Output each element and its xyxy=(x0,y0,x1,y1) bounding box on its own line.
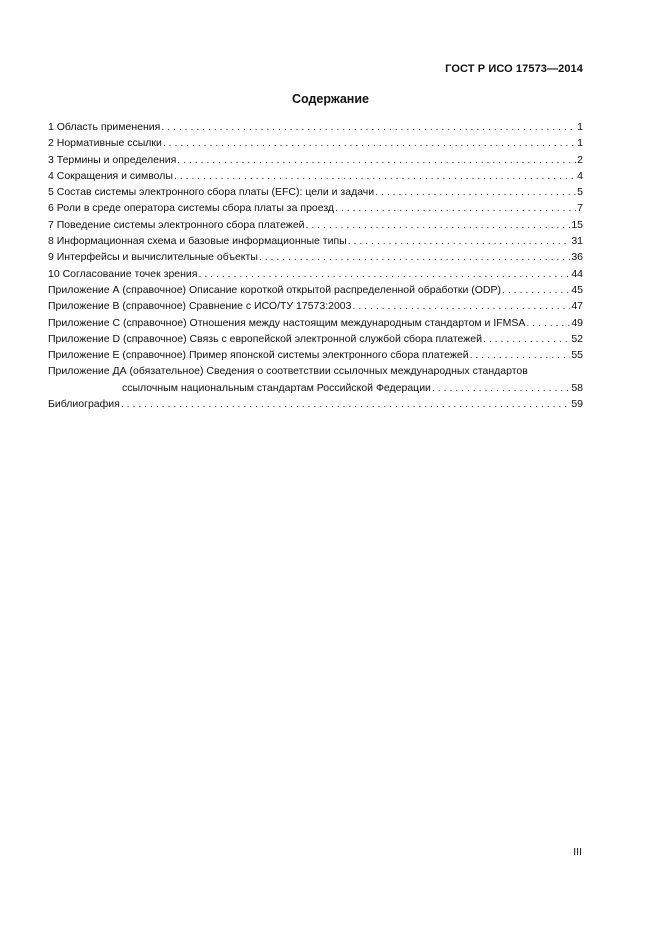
toc-leader-dots xyxy=(174,168,576,184)
toc-entry-label: 1 Область применения xyxy=(48,121,161,133)
toc-entry-page: 1 xyxy=(577,137,583,150)
toc-leader-dots xyxy=(483,331,570,347)
page-number: III xyxy=(573,846,582,858)
toc-entry[interactable] xyxy=(48,233,583,249)
document-code: ГОСТ Р ИСО 17573—2014 xyxy=(445,63,583,75)
toc-entry-label: 4 Сокращения и символы xyxy=(48,169,173,182)
toc-entry-page: 58 xyxy=(571,381,583,394)
toc-entry-label: 9 Интерфейсы и вычислительные объекты xyxy=(48,251,258,264)
toc-entry-label-continued: ссылочным национальным стандартам Российской Федерации xyxy=(122,381,431,394)
toc-leader-dots xyxy=(161,119,576,135)
toc-entry-label: Приложение В (справочное) Сравнение с ИСО/ТУ 17573:2003 xyxy=(48,300,352,313)
toc-entry[interactable] xyxy=(48,135,583,151)
toc-entry-page: 4 xyxy=(577,169,583,182)
toc-leader-dots xyxy=(470,347,571,363)
toc-entry-label: 5 Состав системы электронного сбора платы (EFC): цели и задачи xyxy=(48,186,375,199)
table-of-contents xyxy=(48,119,583,412)
toc-entry[interactable] xyxy=(48,119,583,135)
toc-entry[interactable] xyxy=(48,266,583,282)
toc-entry-page: 7 xyxy=(577,202,583,215)
toc-entry[interactable] xyxy=(48,298,583,314)
toc-entry-label: 10 Согласование точек зрения xyxy=(48,267,198,280)
toc-entry-label: 7 Поведение системы электронного сбора платежей xyxy=(48,218,305,231)
toc-entry[interactable] xyxy=(48,249,583,265)
toc-leader-dots xyxy=(348,233,571,249)
toc-entry-page: 15 xyxy=(571,218,583,231)
toc-entry-label: 8 Информационная схема и базовые информационные типы xyxy=(48,235,347,248)
toc-entry-page: 59 xyxy=(571,398,583,411)
toc-leader-dots xyxy=(335,200,576,216)
toc-entry-page: 52 xyxy=(571,332,583,345)
toc-entry[interactable] xyxy=(48,315,583,331)
toc-entry-page: 1 xyxy=(577,121,583,133)
toc-leader-dots xyxy=(121,396,570,412)
toc-leader-dots xyxy=(306,217,571,233)
toc-entry[interactable] xyxy=(48,200,583,216)
toc-leader-dots xyxy=(353,298,571,314)
toc-leader-dots xyxy=(259,249,570,265)
toc-entry-label: Приложение С (справочное) Отношения между настоящим международным стандартом и IFMSA xyxy=(48,316,526,329)
toc-entry[interactable] xyxy=(48,347,583,363)
toc-entry-label: Приложение D (справочное) Связь с европейской электронной службой сбора платежей xyxy=(48,332,483,345)
toc-entry-label: Приложение А (справочное) Описание короткой открытой распределенной обработки (ODP) xyxy=(48,283,502,296)
toc-entry-label: Библиография xyxy=(48,398,120,411)
toc-leader-dots xyxy=(502,282,570,298)
toc-entry-page: 49 xyxy=(571,316,583,329)
toc-leader-dots xyxy=(163,135,576,151)
toc-entry-page: 5 xyxy=(577,186,583,199)
toc-entry[interactable] xyxy=(48,331,583,347)
toc-entry[interactable] xyxy=(48,168,583,184)
toc-entry-label: Приложение Е (справочное) Пример японской системы электронного сбора платежей xyxy=(48,349,469,362)
toc-entry-label: Приложение ДА (обязательное) Сведения о соответствии ссылочных международных стандартов xyxy=(48,365,528,378)
toc-entry[interactable] xyxy=(48,184,583,200)
toc-entry-page: 44 xyxy=(571,267,583,280)
toc-title: Содержание xyxy=(291,92,369,106)
toc-leader-dots xyxy=(526,315,570,331)
toc-entry-label: 6 Роли в среде оператора системы сбора платы за проезд xyxy=(48,202,335,215)
toc-entry-page: 45 xyxy=(571,283,583,296)
toc-entry-bibliography[interactable] xyxy=(48,396,583,412)
toc-leader-dots xyxy=(198,266,570,282)
toc-entry-label: 2 Нормативные ссылки xyxy=(48,137,162,150)
toc-leader-dots xyxy=(432,380,570,396)
toc-entry-page: 2 xyxy=(577,153,583,166)
toc-entry[interactable] xyxy=(48,152,583,168)
toc-entry[interactable] xyxy=(48,217,583,233)
toc-entry-page: 31 xyxy=(571,235,583,248)
toc-entry[interactable] xyxy=(48,282,583,298)
toc-entry-page: 55 xyxy=(571,349,583,362)
toc-entry-multiline[interactable] xyxy=(48,363,583,396)
toc-entry-page: 36 xyxy=(571,251,583,264)
toc-entry-label: 3 Термины и определения xyxy=(48,153,177,166)
toc-entry-continuation xyxy=(48,380,583,396)
toc-leader-dots xyxy=(177,152,576,168)
toc-leader-dots xyxy=(375,184,576,200)
toc-entry-page: 47 xyxy=(571,300,583,313)
